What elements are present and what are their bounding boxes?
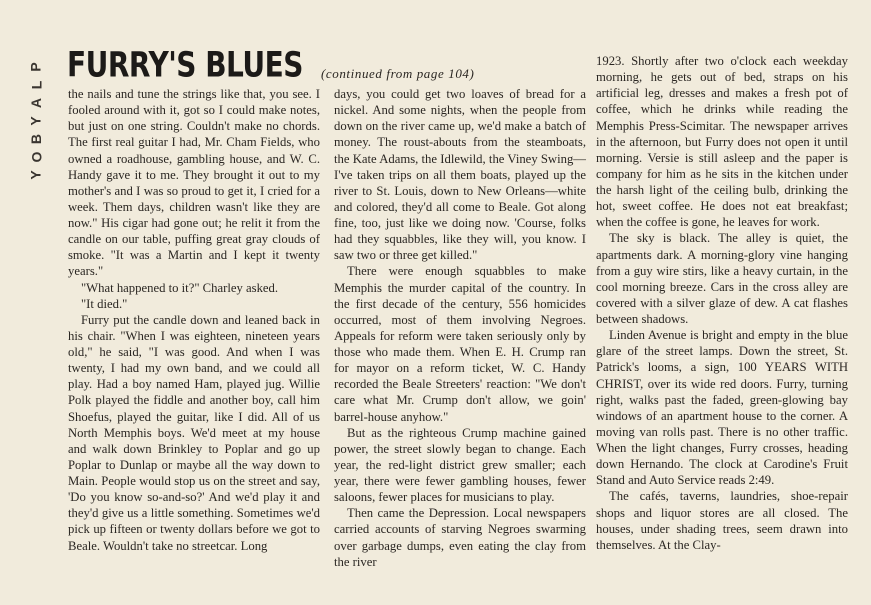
masthead-letter: P xyxy=(28,62,44,72)
masthead-letter: L xyxy=(28,80,44,90)
paragraph: days, you could get two loaves of bread for a nickel. And some nights, when the people from down on the river came up, we'd make a batch of money. The roust-abouts from the steamboats, the Kate Adams, the Idlewild, the Viney Swing—I've taken trips on all them boats, played up the river to St. Louis, down to New Orleans—white and colored, they'd all come to Beale. Got along fine, too, just like we doing now. 'Course, folks had they squabbles, like they will, you know. I saw two or three get killed." xyxy=(334,87,586,263)
paragraph: There were enough squabbles to make Memphis the murder capital of the country. In the first decade of the century, 556 homicides occurred, most of them involving Negroes. Appeals for reform were taken seriously only by those who made them. When E. H. Crump ran for mayor on a reform ticket, W. C. Handy recorded the Beale Streeters' reaction: "We don't care what Mr. Crump don't allow, we goin' barrel-house anyhow." xyxy=(334,264,586,424)
text-column-1 xyxy=(68,86,320,554)
article-headline xyxy=(67,43,475,86)
masthead-letter: B xyxy=(28,133,44,145)
masthead-letter: A xyxy=(28,97,44,109)
paragraph: the nails and tune the strings like that, you see. I fooled around with it, got so I could make notes, but just on one string. Couldn't make no chords. The first real guitar I had, Mr. Cham Fields, who owned a roadhouse, gambling house, and W. C. Handy gave it to me. They brought it out to my mother's and I was so proud to get it, I cried for a week. Them days, children wasn't like they are now." His cigar had gone out; he relit it from the candle on our table, puffing great gray clouds of smoke. "It was a Martin and I kept it twenty years." xyxy=(68,87,320,279)
paragraph: 1923. Shortly after two o'clock each weekday morning, he gets out of bed, straps on his artificial leg, dresses and makes a fresh pot of coffee, which he drinks while reading the Memphis Press-Scimitar. The newspaper arrives in the afternoon, but Furry does not open it until morning. Versie is still asleep and the paper is company for him as he sits in the kitchen under the harsh light of the ceiling bulb, drinking the hot, sweet coffee. He does not eat breakfast; when the coffee is gone, he leaves for work. xyxy=(596,54,848,230)
masthead-letter: Y xyxy=(28,170,44,180)
masthead-letter: O xyxy=(27,151,44,163)
paragraph: Furry put the candle down and leaned back in his chair. "When I was eighteen, nineteen years old," he said, "I was good. And when I was twenty, I had my own band, and we could all play. Had a boy named Ham, played jug. Willie Polk played the fiddle and another boy, call him Shoefus, played the guitar, like I did. All of us North Memphis boys. We'd meet at my house and walk down Brinkley to Poplar and go up Poplar to Dunlap or maybe all the way down to Main. People would stop us on the street and say, 'Do you know so-and-so?' And we'd play it and they'd give us a little something. Sometimes we'd pick up fifteen or twenty dollars before we got to Beale. Wouldn't take no streetcar. Long xyxy=(68,312,320,553)
paragraph: "It died." xyxy=(81,296,128,311)
paragraph: Linden Avenue is bright and empty in the blue glare of the street lamps. Down the street, St. Patrick's looms, a sign, 100 YEARS WITH CHRIST, over its wide red doors. Furry, turning right, walks past the faded, green-glowing bay windows of an apartment house to the corner. A moving van rolls past. There is no other traffic. When the light changes, Furry crosses, heading down Hernando. The clock at Carodine's Fruit Stand and Auto Service reads 2:49. xyxy=(596,328,848,488)
text-column-2 xyxy=(334,86,586,570)
article-title: FURRY'S BLUES xyxy=(67,43,303,85)
paragraph: But as the righteous Crump machine gained power, the street slowly began to change. Each year, the red-light district grew smaller; each year, there were fewer gambling houses, fewer saloons, fewer places for musicians to play. xyxy=(334,425,586,505)
paragraph: The sky is black. The alley is quiet, the apartments dark. A morning-glory vine hanging from a guy wire stirs, like a heavy curtain, in the cool morning breeze. Cars in the cross alley are covered with a silver glaze of dew. A cat flashes between shadows. xyxy=(596,231,848,326)
paragraph: Then came the Depression. Local newspapers carried accounts of starving Negroes swarming over garbage dumps, even eating the clay from the river xyxy=(334,506,586,569)
text-column-3 xyxy=(596,53,848,553)
masthead-letter: Y xyxy=(28,116,44,126)
paragraph: "What happened to it?" Charley asked. xyxy=(81,280,279,295)
magazine-masthead-vertical xyxy=(26,58,46,184)
continued-note: (continued from page 104) xyxy=(320,66,475,81)
paragraph: The cafés, taverns, laundries, shoe-repair shops and liquor stores are all closed. The houses, under shading trees, seem drawn into themselves. At the Clay- xyxy=(596,489,848,552)
